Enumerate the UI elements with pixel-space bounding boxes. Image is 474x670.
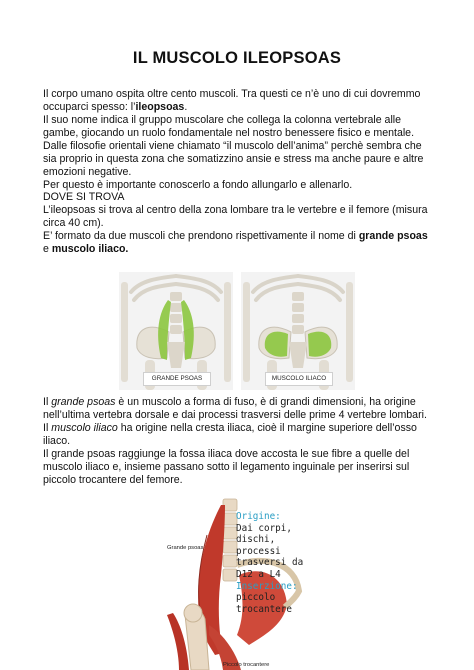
bold-term: ileopsoas bbox=[135, 101, 185, 113]
figure-caption: MUSCOLO ILIACO bbox=[265, 372, 333, 386]
text-span: E’ formato da due muscoli che prendono rispettivamente il nome di bbox=[43, 230, 359, 242]
text-line: piccolo trocantere del femore. bbox=[43, 474, 183, 486]
origin-line: trasversi da bbox=[236, 557, 304, 569]
label-grande-psoas: Grande psoas bbox=[167, 545, 204, 551]
text-line: L’ileopsoas si trova al centro della zona lombare tra le vertebre e il femore (misura bbox=[43, 204, 428, 216]
origin-heading: Origine: bbox=[236, 511, 281, 522]
text-line bbox=[43, 422, 432, 435]
text-line: Il suo nome indica il gruppo muscolare che collega la colonna vertebrale alle bbox=[43, 114, 402, 126]
text-line: emozioni negative. bbox=[43, 166, 132, 178]
origin-line: processi bbox=[236, 545, 281, 557]
text-span: . bbox=[184, 101, 188, 113]
text-line: muscolo iliaco e, insieme passano sotto il legamento inguinale per inserirsi sul bbox=[43, 461, 410, 473]
text-line bbox=[43, 101, 432, 114]
text-span: Il bbox=[43, 396, 52, 408]
text-span: Il bbox=[43, 422, 52, 434]
italic-term: muscolo iliaco bbox=[51, 422, 118, 434]
page-title: IL MUSCOLO ILEOPSOAS bbox=[132, 49, 342, 67]
anatomy-notes bbox=[236, 511, 322, 615]
text-line bbox=[43, 243, 432, 256]
text-span: ha origine nella cresta iliaca, cioè il margine superiore dell’osso bbox=[117, 422, 417, 434]
text-span: e bbox=[43, 243, 52, 255]
origin-line: Dai corpi, bbox=[236, 522, 292, 534]
insertion-line: piccolo bbox=[236, 592, 276, 604]
text-line: gambe, giocando un ruolo fondamentale nel nostro benessere fisico e mentale. bbox=[43, 127, 415, 139]
location-section bbox=[43, 191, 432, 256]
section-heading: DOVE SI TROVA bbox=[43, 191, 125, 203]
figure-caption: GRANDE PSOAS bbox=[143, 372, 211, 386]
text-line bbox=[43, 230, 432, 243]
description-paragraph bbox=[43, 396, 432, 487]
psoas-figure bbox=[119, 272, 233, 390]
italic-term: grande psoas bbox=[51, 396, 116, 408]
text-line bbox=[43, 396, 432, 409]
text-line: nell’ultima vertebra dorsale e dai processi trasversi delle prime 4 vertebre lombari. bbox=[43, 409, 427, 421]
intro-paragraph bbox=[43, 88, 432, 192]
pelvis-figures bbox=[119, 272, 355, 390]
text-line: Il corpo umano ospita oltre cento muscoli. Tra questi ce n’è uno di cui dovremmo bbox=[43, 88, 421, 100]
insertion-heading: Inserzione: bbox=[236, 580, 298, 592]
text-span: occuparci spesso: l’ bbox=[43, 101, 136, 113]
label-piccolo-trocantere: Piccolo trocantere bbox=[223, 662, 270, 668]
text-line: Per questo è importante conoscerlo a fondo allungarlo e allenarlo. bbox=[43, 179, 353, 191]
text-line: Il grande psoas raggiunge la fossa iliaca dove accosta le sue fibre a quelle del bbox=[43, 448, 410, 460]
text-line: iliaco. bbox=[43, 435, 71, 447]
bold-term: grande psoas bbox=[358, 230, 428, 242]
text-span: è un muscolo a forma di fuso, è di grandi dimensioni, ha origine bbox=[115, 396, 416, 408]
text-line: sia proprio in questa zona che somatizzino ansie e stress ma anche paure e altre bbox=[43, 153, 424, 165]
iliacus-figure bbox=[241, 272, 355, 390]
text-line: Dalle filosofie orientali viene chiamato “il muscolo dell’anima” perchè sembra che bbox=[43, 140, 422, 152]
text-line: circa 40 cm). bbox=[43, 217, 104, 229]
insertion-line: trocantere bbox=[236, 603, 292, 615]
origin-line: dischi, bbox=[236, 534, 276, 546]
origin-line: D12 a L4 bbox=[236, 568, 281, 580]
bold-term: muscolo iliaco. bbox=[51, 243, 129, 255]
